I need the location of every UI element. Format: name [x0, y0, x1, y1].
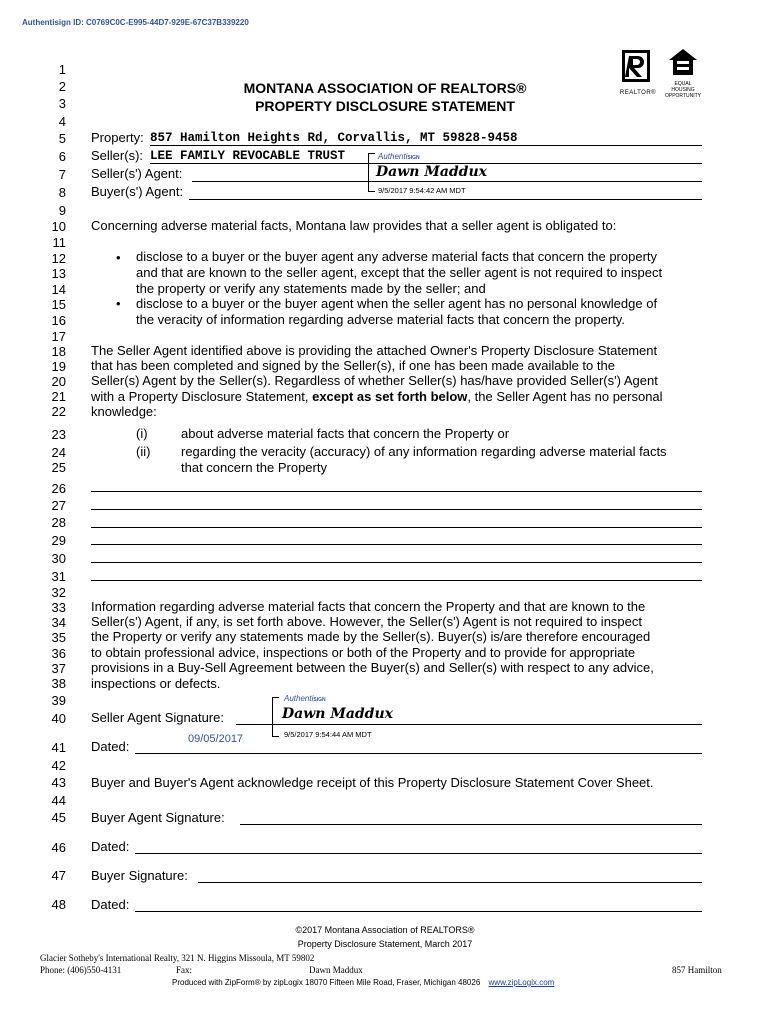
footer-brokerage: Glacier Sotheby's International Realty, 321 N. Higgins Missoula, MT 59802 [40, 953, 315, 963]
footer-produced-text: Produced with ZipForm® by zipLogix 18070 Fifteen Mile Road, Fraser, Michigan 48026 [172, 978, 481, 987]
line-number: 9 [58, 203, 66, 218]
bullet-2-line: disclose to a buyer or the buyer agent when the seller agent has no personal knowledge of [136, 296, 658, 311]
line-number: 14 [51, 282, 66, 297]
footer-form-name: Property Disclosure Statement, March 2017 [297, 939, 473, 949]
authentisign-brand-2: AuthentiSIGN [284, 694, 326, 703]
line-number: 20 [51, 374, 66, 389]
buyer-acknowledgement: Buyer and Buyer's Agent acknowledge receipt of this Property Disclosure Statement Cover Sheet. [91, 775, 654, 790]
line-number: 22 [51, 404, 66, 419]
sellers-agent-label: Seller(s') Agent: [91, 166, 183, 181]
paragraph-seller-agent-line: The Seller Agent identified above is providing the attached Owner's Property Disclosure Statement [91, 343, 658, 358]
buyer-signature-line[interactable] [198, 882, 702, 883]
paragraph-information-line: Information regarding adverse material facts that concern the Property and that are known to the [91, 599, 646, 614]
form-title-statement: PROPERTY DISCLOSURE STATEMENT [255, 98, 515, 114]
paragraph-seller-agent-line: Seller(s) Agent by the Seller(s). Regardless of whether Seller(s) has/have provided Seller(s') Agent [91, 373, 658, 388]
intro-text: Concerning adverse material facts, Montana law provides that a seller agent is obligated to: [91, 218, 617, 233]
line-number: 42 [51, 758, 66, 773]
item-ii-label: (ii) [136, 444, 151, 459]
line-number: 13 [51, 266, 66, 281]
line-number: 26 [51, 481, 66, 496]
line-number: 46 [51, 840, 66, 855]
property-value[interactable]: 857 Hamilton Heights Rd, Corvallis, MT 59828-9458 [150, 131, 518, 145]
line-number: 4 [58, 114, 66, 129]
equal-housing-text-1: EQUAL HOUSING [671, 81, 695, 93]
realtor-r-icon [618, 49, 658, 83]
line-number: 38 [51, 676, 66, 691]
line-number: 7 [58, 167, 66, 182]
paragraph-information-line: the Property or verify any statements made by the Seller(s). Buyer(s) is/are therefore encouraged [91, 629, 651, 644]
agent-signature-timestamp: 9/5/2017 9:54:42 AM MDT [378, 186, 466, 195]
blank-line[interactable] [91, 544, 702, 545]
form-title-association: MONTANA ASSOCIATION OF REALTORS® [243, 80, 527, 96]
seller-agent-signature-line [236, 724, 702, 725]
paragraph-seller-agent-line5: knowledge: [91, 404, 157, 419]
paragraph-information-line: Seller(s') Agent, if any, is set forth above. However, the Seller(s') Agent is not required to inspect [91, 614, 642, 629]
line-number: 24 [51, 445, 66, 460]
authentisign-id: Authentisign ID: C0769C0C-E995-44D7-929E-67C37B339220 [22, 18, 249, 27]
line-number: 6 [58, 149, 66, 164]
line-number: 32 [51, 585, 66, 600]
paragraph-information-line: to obtain professional advice, inspections or both of the Property and to provide for appropriate [91, 645, 636, 660]
line-number: 19 [51, 359, 66, 374]
footer-fax: Fax: [176, 965, 193, 975]
line-number: 2 [58, 79, 66, 94]
blank-line[interactable] [91, 562, 702, 563]
line-number: 30 [51, 551, 66, 566]
property-label: Property: [91, 130, 144, 145]
bullet-1-line: and that are known to the seller agent, except that the seller agent is not required to inspect [136, 265, 663, 280]
agent-signature[interactable]: Dawn Maddux [376, 164, 487, 180]
authentisign-brand: AuthentiSIGN [378, 152, 420, 161]
line-number: 25 [51, 460, 66, 475]
line-number: 33 [51, 600, 66, 615]
line-number: 47 [51, 868, 66, 883]
footer-agent: Dawn Maddux [309, 965, 363, 975]
line-number: 27 [51, 498, 66, 513]
line-number: 10 [51, 219, 66, 234]
line-number: 5 [58, 131, 66, 146]
line-number: 18 [51, 344, 66, 359]
seller-agent-signature-label: Seller Agent Signature: [91, 710, 224, 725]
line-number: 29 [51, 533, 66, 548]
sellers-label: Seller(s): [91, 148, 144, 163]
paragraph-information-line: inspections or defects. [91, 676, 221, 691]
paragraph-seller-agent-line4: with a Property Disclosure Statement, except as set forth below, the Seller Agent has no personal [91, 389, 663, 404]
dated-line-2[interactable] [135, 853, 702, 854]
dated-line-3[interactable] [135, 911, 702, 912]
line-number: 39 [51, 693, 66, 708]
dated-label-3: Dated: [91, 897, 130, 912]
line-number: 28 [51, 515, 66, 530]
blank-line[interactable] [91, 527, 702, 528]
line-number: 8 [58, 185, 66, 200]
paragraph-information-line: provisions in a Buy-Sell Agreement between the Buyer(s) and Seller(s) with respect to any advice, [91, 660, 654, 675]
blank-line[interactable] [91, 580, 702, 581]
line-number: 23 [51, 427, 66, 442]
footer-produced-with [172, 978, 554, 987]
paragraph-seller-agent-line: that has been completed and signed by the Seller(s), if one has been made available to the [91, 358, 615, 373]
buyer-signature-label: Buyer Signature: [91, 868, 188, 883]
line-number: 21 [51, 389, 66, 404]
seller-agent-signature-timestamp: 9/5/2017 9:54:44 AM MDT [284, 730, 372, 739]
item-ii-text-2: that concern the Property [181, 460, 327, 475]
line-number: 1 [58, 62, 66, 77]
line-number: 40 [51, 711, 66, 726]
line-number: 36 [51, 646, 66, 661]
bullet-2-marker: • [116, 296, 121, 311]
footer-doc-name: 857 Hamilton [672, 965, 722, 975]
blank-line[interactable] [91, 491, 702, 492]
equal-housing-house-icon [668, 48, 698, 76]
sellers-agent-underline [192, 181, 702, 182]
line-number: 17 [51, 329, 66, 344]
line-number: 48 [51, 897, 66, 912]
footer-phone: Phone: (406)550-4131 [40, 965, 122, 975]
sellers-value[interactable]: LEE FAMILY REVOCABLE TRUST [150, 149, 346, 163]
dated-label-2: Dated: [91, 839, 130, 854]
line-number: 43 [51, 775, 66, 790]
seller-agent-signature[interactable]: Dawn Maddux [282, 706, 393, 722]
realtor-logo-text: REALTOR® [619, 90, 657, 96]
bullet-1-marker: • [116, 250, 121, 265]
line-number: 31 [51, 569, 66, 584]
equal-housing-text-2: OPPORTUNITY [664, 93, 702, 99]
buyer-agent-signature-label: Buyer Agent Signature: [91, 810, 225, 825]
item-i-text: about adverse material facts that concern the Property or [181, 426, 510, 441]
line-number: 11 [52, 235, 66, 250]
buyers-agent-label: Buyer(s') Agent: [91, 184, 184, 199]
dated-line [135, 753, 702, 754]
bullet-2-line: the veracity of information regarding adverse material facts that concern the property. [136, 312, 625, 327]
line-number: 16 [51, 313, 66, 328]
buyers-agent-underline [189, 199, 702, 200]
authentisign-bracket-2 [272, 697, 279, 737]
line-number: 15 [51, 297, 66, 312]
authentisign-bracket [368, 153, 375, 192]
equal-housing-logo [664, 48, 702, 99]
line-number: 37 [51, 661, 66, 676]
line-number: 35 [51, 630, 66, 645]
item-i-label: (i) [136, 426, 148, 441]
line-number: 44 [51, 793, 66, 808]
footer-copyright: ©2017 Montana Association of REALTORS® [295, 925, 475, 935]
dated-label: Dated: [91, 739, 130, 754]
line-number: 45 [51, 810, 66, 825]
bullet-1-line: disclose to a buyer or the buyer agent any adverse material facts that concern the property [136, 249, 658, 264]
ziplogix-link[interactable]: www.zipLogix.com [488, 978, 555, 987]
item-ii-text-1: regarding the veracity (accuracy) of any information regarding adverse material facts [181, 444, 667, 459]
line-number: 3 [58, 96, 66, 111]
line-number: 12 [51, 251, 66, 266]
blank-line[interactable] [91, 509, 702, 510]
buyer-agent-signature-line[interactable] [240, 824, 702, 825]
realtor-logo [618, 49, 658, 96]
property-underline [150, 145, 702, 146]
line-number: 41 [51, 740, 66, 755]
bullet-1-line: the property or verify any statements made by the seller; and [136, 281, 486, 296]
dated-value[interactable]: 09/05/2017 [188, 733, 244, 745]
line-number: 34 [51, 615, 66, 630]
